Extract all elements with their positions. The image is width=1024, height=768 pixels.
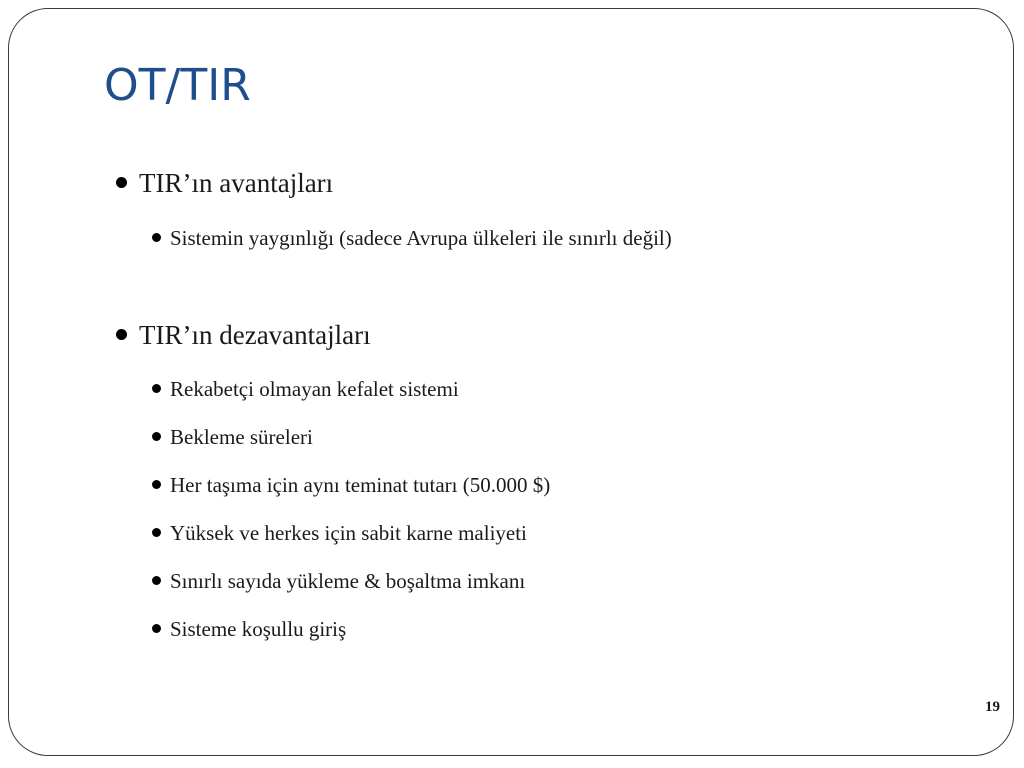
bullet-advantages-heading	[116, 168, 333, 199]
list-item	[152, 473, 550, 498]
list-item	[152, 377, 459, 402]
list-item-text: Her taşıma için aynı teminat tutarı (50.000 $)	[170, 473, 551, 497]
bullet-icon	[152, 528, 161, 537]
bullet-icon	[152, 624, 161, 633]
bullet-icon	[116, 329, 127, 340]
list-item-text: Bekleme süreleri	[170, 425, 313, 449]
bullet-disadvantages-heading	[116, 320, 371, 351]
bullet-icon	[152, 432, 161, 441]
list-item	[152, 569, 525, 594]
list-item	[152, 521, 527, 546]
list-item	[152, 617, 346, 642]
list-item-text: Sınırlı sayıda yükleme & boşaltma imkanı	[170, 569, 526, 593]
list-item	[152, 226, 672, 251]
page-number: 19	[985, 699, 1000, 715]
bullet-icon	[152, 384, 161, 393]
bullet-icon	[116, 177, 127, 188]
bullet-icon	[152, 576, 161, 585]
advantages-heading-text: TIR’ın avantajları	[139, 168, 334, 198]
bullet-icon	[152, 233, 161, 242]
list-item-text: Rekabetçi olmayan kefalet sistemi	[170, 377, 459, 401]
disadvantages-heading-text: TIR’ın dezavantajları	[139, 320, 371, 350]
bullet-icon	[152, 480, 161, 489]
slide-title: OT/TIR	[104, 60, 251, 111]
list-item-text: Sistemin yaygınlığı (sadece Avrupa ülkeleri ile sınırlı değil)	[170, 226, 672, 250]
list-item-text: Yüksek ve herkes için sabit karne maliyeti	[170, 521, 527, 545]
list-item-text: Sisteme koşullu giriş	[170, 617, 347, 641]
list-item	[152, 425, 313, 450]
